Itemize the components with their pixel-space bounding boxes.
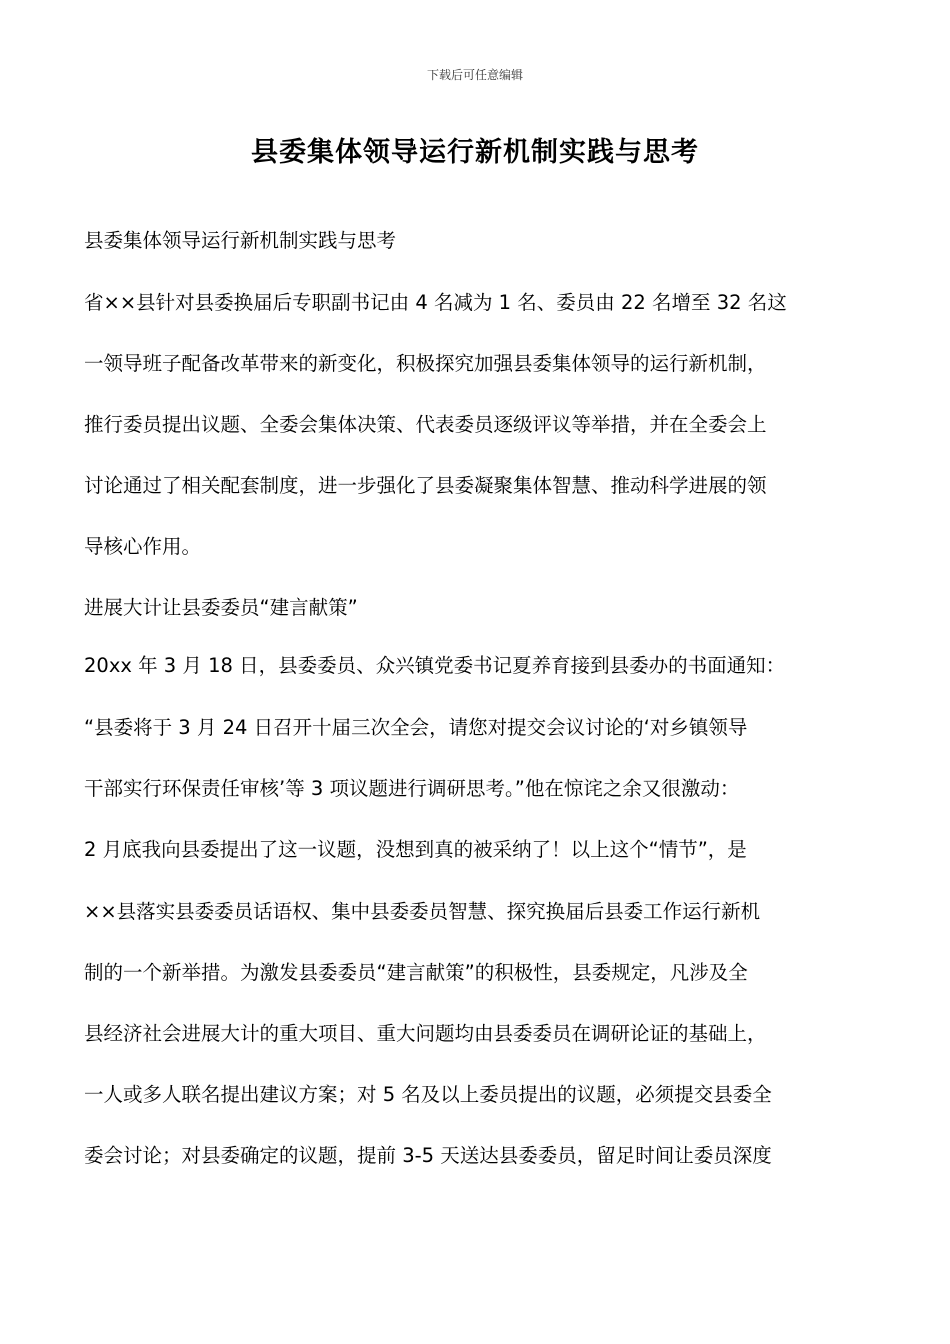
- document-title: 县委集体领导运行新机制实践与思考: [251, 137, 699, 168]
- body-line: 20xx 年 3 月 18 日，县委委员、众兴镇党委书记夏养育接到县委办的书面通知：: [84, 654, 786, 677]
- body-line: 导核心作用。: [84, 535, 202, 558]
- body-line: 县经济社会进展大计的重大项目、重大问题均由县委委员在调研论证的基础上，: [84, 1022, 767, 1045]
- body-line: 委会讨论；对县委确定的议题，提前 3-5 天送达县委委员，留足时间让委员深度: [84, 1144, 772, 1167]
- body-line: ××县落实县委委员话语权、集中县委委员智慧、探究换届后县委工作运行新机: [84, 900, 761, 923]
- body-line: 讨论通过了相关配套制度，进一步强化了县委凝聚集体智慧、推动科学进展的领: [84, 474, 767, 497]
- body-line: 一人或多人联名提出建议方案；对 5 名及以上委员提出的议题，必须提交县委全: [84, 1083, 772, 1106]
- body-line: 推行委员提出议题、全委会集体决策、代表委员逐级评议等举措，并在全委会上: [84, 413, 767, 436]
- body-line: 进展大计让县委委员“建言献策”: [84, 596, 358, 619]
- body-line: 县委集体领导运行新机制实践与思考: [84, 229, 397, 252]
- body-line: 省××县针对县委换届后专职副书记由 4 名减为 1 名、委员由 22 名增至 32 名这: [84, 291, 787, 314]
- body-line: 干部实行环保责任审核’等 3 项议题进行调研思考。”他在惊诧之余又很激动：: [84, 777, 740, 800]
- body-line: 一领导班子配备改革带来的新变化，积极探究加强县委集体领导的运行新机制，: [84, 352, 767, 375]
- body-line: “县委将于 3 月 24 日召开十届三次全会，请您对提交会议讨论的‘对乡镇领导: [84, 716, 748, 739]
- header-note: 下载后可任意编辑: [426, 68, 523, 82]
- body-line: 2 月底我向县委提出了这一议题，没想到真的被采纳了！以上这个“情节”，是: [84, 838, 747, 861]
- body-line: 制的一个新举措。为激发县委委员“建言献策”的积极性，县委规定，凡涉及全: [84, 961, 748, 984]
